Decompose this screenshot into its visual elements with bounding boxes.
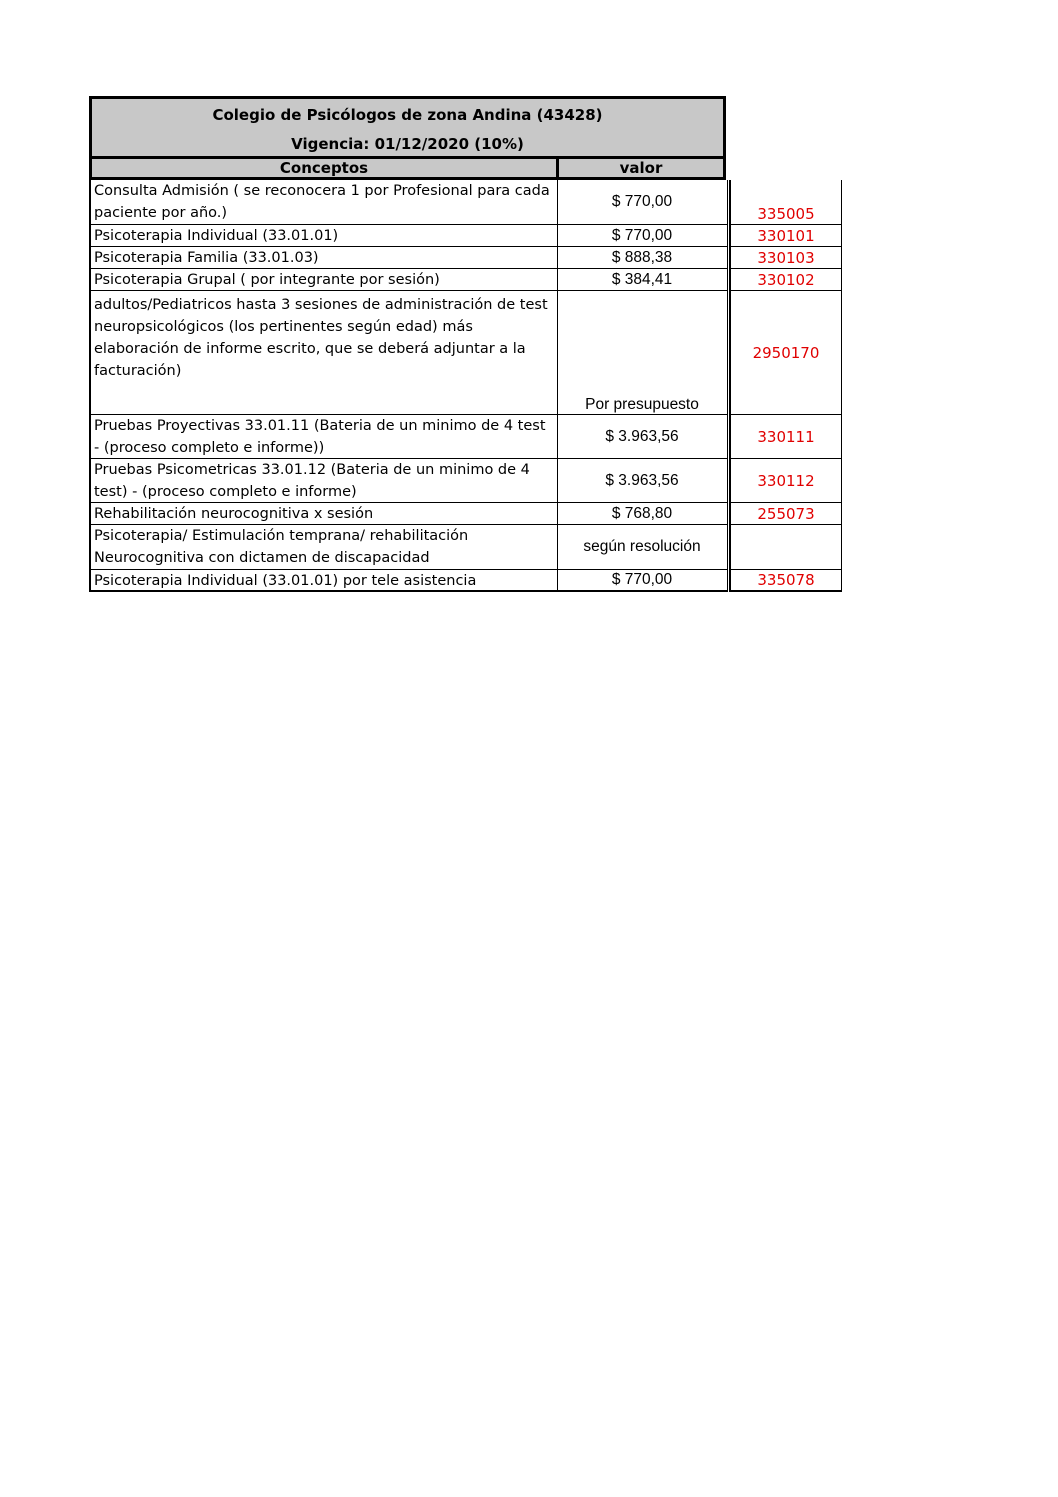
table-title: Colegio de Psicólogos de zona Andina (43428) (212, 106, 603, 124)
table-row-code: 330102 (729, 269, 842, 291)
table-row-concept: Consulta Admisión ( se reconocera 1 por Profesional para cada paciente por año.) (89, 180, 558, 225)
table-row-valor: $ 3.963,56 (557, 415, 728, 459)
table-row-valor: $ 384,41 (557, 269, 728, 291)
table-row-concept (89, 291, 558, 415)
table-row-concept: Pruebas Psicometricas 33.01.12 (Bateria de un minimo de 4 test) - (proceso completo e informe) (89, 459, 558, 503)
table-row-valor: $ 888,38 (557, 247, 728, 269)
table-row-valor: $ 770,00 (557, 180, 728, 225)
table-row-valor: según resolución (557, 525, 728, 570)
table-row-concept: Psicoterapia Grupal ( por integrante por sesión) (89, 269, 558, 291)
table-row-valor: $ 768,80 (557, 503, 728, 525)
column-header-concepts: Conceptos (89, 156, 559, 180)
table-row-valor: $ 3.963,56 (557, 459, 728, 503)
table-row-concept: Rehabilitación neurocognitiva x sesión (89, 503, 558, 525)
table-row-code: 335078 (729, 570, 842, 592)
table-row-concept: Pruebas Proyectivas 33.01.11 (Bateria de un minimo de 4 test - (proceso completo e informe)) (89, 415, 558, 459)
table-row-valor: $ 770,00 (557, 225, 728, 247)
table-row-valor: Por presupuesto (557, 291, 728, 415)
table-row-code: 335005 (729, 180, 842, 225)
table-row-code (729, 525, 842, 570)
table-row-code: 330103 (729, 247, 842, 269)
column-header-valor: valor (556, 156, 726, 180)
table-row-valor: $ 770,00 (557, 570, 728, 592)
table-row-concept: Psicoterapia Familia (33.01.03) (89, 247, 558, 269)
table-row-code: 255073 (729, 503, 842, 525)
table-header (89, 96, 726, 156)
table-row-concept: Psicoterapia Individual (33.01.01) por tele asistencia (89, 570, 558, 592)
table-row-concept-text: adultos/Pediatricos hasta 3 sesiones de administración de test neuropsicológicos (los pertinentes según edad) más elaboración de informe escrito, que se deberá adjuntar a la facturación) (94, 297, 548, 379)
table-row-concept: Psicoterapia Individual (33.01.01) (89, 225, 558, 247)
table-row-code: 330111 (729, 415, 842, 459)
validity-date: Vigencia: 01/12/2020 (10%) (291, 135, 524, 153)
table-row-code: 2950170 (729, 291, 842, 415)
table-row-concept: Psicoterapia/ Estimulación temprana/ rehabilitación Neurocognitiva con dictamen de discapacidad (89, 525, 558, 570)
table-row-code: 330101 (729, 225, 842, 247)
table-row-code: 330112 (729, 459, 842, 503)
